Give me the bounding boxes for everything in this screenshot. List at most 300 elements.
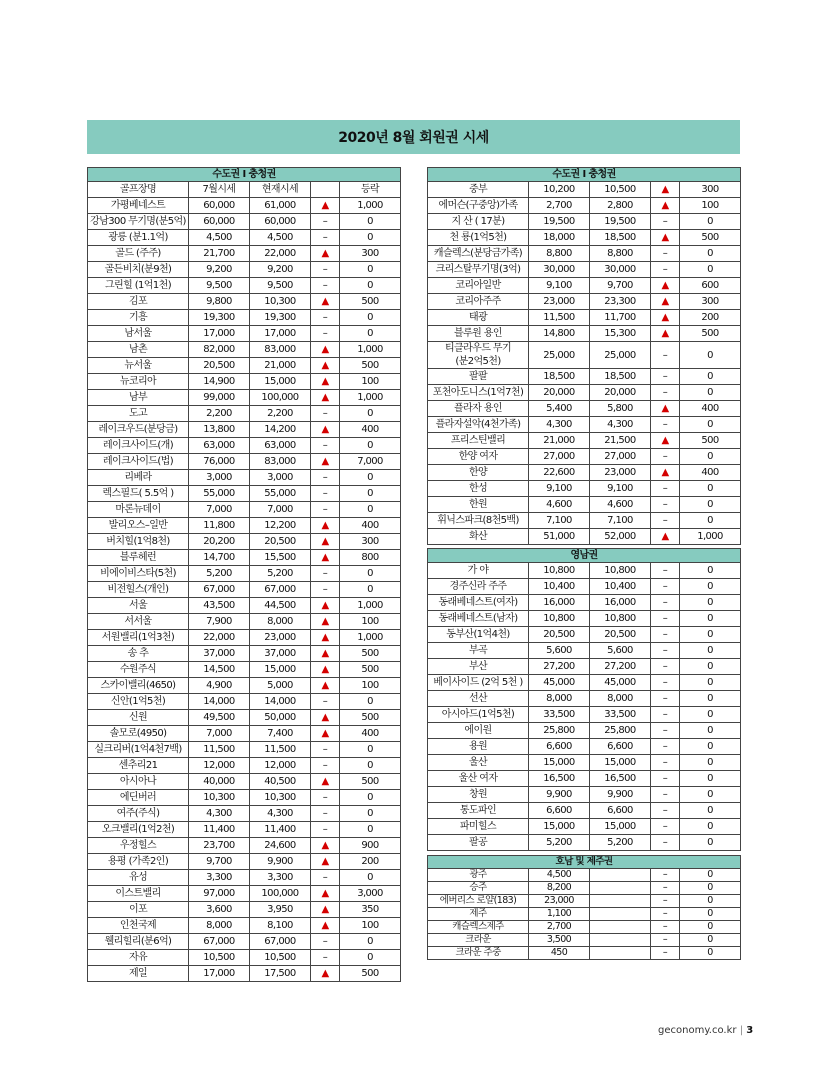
table-row bbox=[428, 563, 741, 579]
july-price: 21,000 bbox=[529, 433, 590, 449]
current-price: 21,000 bbox=[250, 358, 311, 374]
july-price: 4,500 bbox=[529, 869, 590, 882]
course-name: 비전힐스(개인) bbox=[88, 582, 189, 598]
july-price: 18,500 bbox=[529, 369, 590, 385]
july-price: 13,800 bbox=[189, 422, 250, 438]
current-price: 63,000 bbox=[250, 438, 311, 454]
current-price bbox=[590, 895, 651, 908]
change-amount: 0 bbox=[680, 627, 741, 643]
current-price: 24,600 bbox=[250, 838, 311, 854]
up-arrow-icon: ▲ bbox=[311, 534, 340, 550]
table-row bbox=[428, 182, 741, 198]
july-price: 25,800 bbox=[529, 723, 590, 739]
current-price: 22,000 bbox=[250, 246, 311, 262]
up-arrow-icon: ▲ bbox=[311, 550, 340, 566]
course-name: 강남300 무기명(분5억) bbox=[88, 214, 189, 230]
july-price: 27,200 bbox=[529, 659, 590, 675]
table-row bbox=[428, 294, 741, 310]
change-amount: 0 bbox=[680, 723, 741, 739]
july-price: 6,600 bbox=[529, 803, 590, 819]
up-arrow-icon: ▲ bbox=[311, 726, 340, 742]
table-row bbox=[428, 627, 741, 643]
site-url: geconomy.co.kr bbox=[658, 1025, 737, 1036]
current-price: 20,500 bbox=[590, 627, 651, 643]
july-price: 82,000 bbox=[189, 342, 250, 358]
up-arrow-icon: ▲ bbox=[311, 246, 340, 262]
current-price: 15,500 bbox=[250, 550, 311, 566]
up-arrow-icon: ▲ bbox=[651, 278, 680, 294]
no-change-icon: – bbox=[311, 278, 340, 294]
no-change-icon: – bbox=[651, 342, 680, 369]
current-price: 4,500 bbox=[250, 230, 311, 246]
course-name: 제주 bbox=[428, 908, 529, 921]
no-change-icon: – bbox=[311, 214, 340, 230]
course-name: 리베라 bbox=[88, 470, 189, 486]
no-change-icon: – bbox=[311, 694, 340, 710]
no-change-icon: – bbox=[651, 921, 680, 934]
course-name: 통도파인 bbox=[428, 803, 529, 819]
change-amount: 800 bbox=[340, 550, 401, 566]
up-arrow-icon: ▲ bbox=[311, 838, 340, 854]
current-price: 14,000 bbox=[250, 694, 311, 710]
july-price: 3,600 bbox=[189, 902, 250, 918]
july-price: 8,200 bbox=[529, 882, 590, 895]
course-name: 에이원 bbox=[428, 723, 529, 739]
no-change-icon: – bbox=[311, 486, 340, 502]
july-price: 4,900 bbox=[189, 678, 250, 694]
no-change-icon: – bbox=[311, 406, 340, 422]
section-title: 수도권 I 충청권 bbox=[88, 168, 401, 182]
current-price: 9,100 bbox=[590, 481, 651, 497]
july-price: 10,800 bbox=[529, 611, 590, 627]
course-name: 크라운 bbox=[428, 934, 529, 947]
current-price: 18,500 bbox=[590, 369, 651, 385]
table-row bbox=[428, 246, 741, 262]
current-price: 3,950 bbox=[250, 902, 311, 918]
july-price: 22,600 bbox=[529, 465, 590, 481]
change-amount: 1,000 bbox=[340, 198, 401, 214]
change-amount: 1,000 bbox=[680, 529, 741, 545]
no-change-icon: – bbox=[651, 563, 680, 579]
no-change-icon: – bbox=[651, 497, 680, 513]
change-amount: 0 bbox=[340, 406, 401, 422]
no-change-icon: – bbox=[651, 449, 680, 465]
up-arrow-icon: ▲ bbox=[311, 358, 340, 374]
change-amount: 0 bbox=[680, 262, 741, 278]
change-amount: 0 bbox=[340, 214, 401, 230]
current-price: 33,500 bbox=[590, 707, 651, 723]
july-price: 16,500 bbox=[529, 771, 590, 787]
course-name: 광주 bbox=[428, 869, 529, 882]
table-row bbox=[88, 518, 401, 534]
change-amount: 0 bbox=[680, 787, 741, 803]
current-price: 6,600 bbox=[590, 803, 651, 819]
table-row bbox=[428, 198, 741, 214]
course-name: 발리오스–일반 bbox=[88, 518, 189, 534]
july-price: 14,700 bbox=[189, 550, 250, 566]
current-price: 5,200 bbox=[590, 835, 651, 851]
table-row bbox=[88, 614, 401, 630]
no-change-icon: – bbox=[651, 513, 680, 529]
july-price: 3,500 bbox=[529, 934, 590, 947]
table-row bbox=[88, 630, 401, 646]
current-price: 9,500 bbox=[250, 278, 311, 294]
course-name: 팔팔 bbox=[428, 369, 529, 385]
change-amount: 300 bbox=[680, 294, 741, 310]
table-row bbox=[88, 598, 401, 614]
course-name: 솔모로(4950) bbox=[88, 726, 189, 742]
no-change-icon: – bbox=[311, 758, 340, 774]
page-number: 3 bbox=[746, 1025, 754, 1036]
course-name: 남부 bbox=[88, 390, 189, 406]
july-price: 9,100 bbox=[529, 278, 590, 294]
course-name: 동래베네스트(여자) bbox=[428, 595, 529, 611]
july-price: 45,000 bbox=[529, 675, 590, 691]
july-price: 63,000 bbox=[189, 438, 250, 454]
july-price: 7,000 bbox=[189, 726, 250, 742]
table-row bbox=[88, 582, 401, 598]
course-name: 아시아나 bbox=[88, 774, 189, 790]
course-name: 팔공 bbox=[428, 835, 529, 851]
change-amount: 100 bbox=[340, 918, 401, 934]
current-price: 67,000 bbox=[250, 934, 311, 950]
course-name: 서서울 bbox=[88, 614, 189, 630]
current-price: 23,300 bbox=[590, 294, 651, 310]
no-change-icon: – bbox=[311, 326, 340, 342]
course-name: 캐슬렉스(분당금가족) bbox=[428, 246, 529, 262]
table-row bbox=[428, 342, 741, 369]
july-price: 60,000 bbox=[189, 214, 250, 230]
course-name: 캐슬렉스제주 bbox=[428, 921, 529, 934]
table-row bbox=[88, 806, 401, 822]
table-row bbox=[88, 662, 401, 678]
no-change-icon: – bbox=[651, 787, 680, 803]
change-amount: 500 bbox=[340, 710, 401, 726]
table-row bbox=[428, 262, 741, 278]
course-name: 부산 bbox=[428, 659, 529, 675]
current-price: 15,000 bbox=[590, 755, 651, 771]
current-price: 15,000 bbox=[590, 819, 651, 835]
no-change-icon: – bbox=[311, 566, 340, 582]
july-price: 9,500 bbox=[189, 278, 250, 294]
change-amount: 0 bbox=[340, 310, 401, 326]
current-price: 5,600 bbox=[590, 643, 651, 659]
course-name: 에버리스 로얄(183) bbox=[428, 895, 529, 908]
course-name: 한양 bbox=[428, 465, 529, 481]
july-price: 30,000 bbox=[529, 262, 590, 278]
current-price: 9,200 bbox=[250, 262, 311, 278]
change-amount: 0 bbox=[340, 870, 401, 886]
course-name: 지 산 ( 17분) bbox=[428, 214, 529, 230]
change-amount: 0 bbox=[680, 707, 741, 723]
course-name: 천 룡(1억5천) bbox=[428, 230, 529, 246]
table-row bbox=[88, 774, 401, 790]
current-price: 4,300 bbox=[250, 806, 311, 822]
table-row bbox=[88, 374, 401, 390]
table-row bbox=[88, 870, 401, 886]
up-arrow-icon: ▲ bbox=[311, 198, 340, 214]
july-price: 14,500 bbox=[189, 662, 250, 678]
change-amount: 0 bbox=[340, 278, 401, 294]
current-price: 67,000 bbox=[250, 582, 311, 598]
course-name: 플라자 용인 bbox=[428, 401, 529, 417]
table-row bbox=[88, 566, 401, 582]
table-row bbox=[88, 742, 401, 758]
table-row bbox=[88, 710, 401, 726]
july-price: 2,700 bbox=[529, 198, 590, 214]
table-row bbox=[428, 326, 741, 342]
july-price: 19,300 bbox=[189, 310, 250, 326]
change-amount: 0 bbox=[680, 563, 741, 579]
current-price: 5,000 bbox=[250, 678, 311, 694]
july-price: 9,900 bbox=[529, 787, 590, 803]
change-amount: 400 bbox=[340, 518, 401, 534]
table-row bbox=[88, 694, 401, 710]
no-change-icon: – bbox=[651, 723, 680, 739]
course-name: 한양 여자 bbox=[428, 449, 529, 465]
section-header bbox=[428, 549, 741, 563]
no-change-icon: – bbox=[651, 882, 680, 895]
current-price: 100,000 bbox=[250, 886, 311, 902]
no-change-icon: – bbox=[311, 230, 340, 246]
course-name: 이포 bbox=[88, 902, 189, 918]
july-price: 19,500 bbox=[529, 214, 590, 230]
current-price: 10,800 bbox=[590, 563, 651, 579]
change-amount: 0 bbox=[680, 497, 741, 513]
current-price: 50,000 bbox=[250, 710, 311, 726]
table-row bbox=[428, 819, 741, 835]
no-change-icon: – bbox=[651, 579, 680, 595]
current-price: 2,800 bbox=[590, 198, 651, 214]
current-price: 15,000 bbox=[250, 374, 311, 390]
change-amount: 500 bbox=[340, 358, 401, 374]
course-name: 선산 bbox=[428, 691, 529, 707]
no-change-icon: – bbox=[651, 262, 680, 278]
current-price: 9,900 bbox=[590, 787, 651, 803]
up-arrow-icon: ▲ bbox=[311, 422, 340, 438]
july-price: 3,000 bbox=[189, 470, 250, 486]
table-row bbox=[428, 513, 741, 529]
current-price: 10,300 bbox=[250, 294, 311, 310]
table-row bbox=[88, 678, 401, 694]
rates-table-honam-jeju bbox=[427, 855, 741, 960]
current-price: 7,100 bbox=[590, 513, 651, 529]
table-row bbox=[428, 947, 741, 960]
current-price: 83,000 bbox=[250, 342, 311, 358]
no-change-icon: – bbox=[311, 950, 340, 966]
table-row bbox=[428, 417, 741, 433]
no-change-icon: – bbox=[651, 739, 680, 755]
table-row bbox=[428, 803, 741, 819]
current-price: 15,000 bbox=[250, 662, 311, 678]
change-amount: 100 bbox=[340, 614, 401, 630]
course-name: 제일 bbox=[88, 966, 189, 982]
july-price: 7,100 bbox=[529, 513, 590, 529]
table-row bbox=[428, 707, 741, 723]
footer-separator: | bbox=[739, 1025, 744, 1036]
change-amount: 0 bbox=[680, 611, 741, 627]
table-row bbox=[88, 838, 401, 854]
july-price: 8,000 bbox=[189, 918, 250, 934]
change-amount: 0 bbox=[340, 438, 401, 454]
july-price: 25,000 bbox=[529, 342, 590, 369]
change-amount: 0 bbox=[340, 502, 401, 518]
table-row bbox=[88, 358, 401, 374]
table-row bbox=[88, 294, 401, 310]
table-row bbox=[88, 278, 401, 294]
up-arrow-icon: ▲ bbox=[311, 710, 340, 726]
change-amount: 500 bbox=[680, 326, 741, 342]
july-price: 5,600 bbox=[529, 643, 590, 659]
course-name: 골든비치(분9천) bbox=[88, 262, 189, 278]
change-amount: 0 bbox=[680, 819, 741, 835]
no-change-icon: – bbox=[651, 481, 680, 497]
section-title: 호남 및 제주권 bbox=[428, 856, 741, 869]
change-amount: 400 bbox=[680, 465, 741, 481]
table-row bbox=[428, 643, 741, 659]
course-name: 코리아주주 bbox=[428, 294, 529, 310]
column-header-row bbox=[88, 182, 401, 198]
no-change-icon: – bbox=[311, 822, 340, 838]
course-name: 에머슨(구중앙)가족 bbox=[428, 198, 529, 214]
table-row bbox=[428, 230, 741, 246]
change-amount: 0 bbox=[340, 470, 401, 486]
current-price: 10,400 bbox=[590, 579, 651, 595]
course-name: 김포 bbox=[88, 294, 189, 310]
current-price: 52,000 bbox=[590, 529, 651, 545]
course-name: 창원 bbox=[428, 787, 529, 803]
july-price: 10,500 bbox=[189, 950, 250, 966]
course-name: 뉴서울 bbox=[88, 358, 189, 374]
course-name: 중부 bbox=[428, 182, 529, 198]
table-row bbox=[428, 369, 741, 385]
current-price: 5,200 bbox=[250, 566, 311, 582]
change-amount: 0 bbox=[680, 417, 741, 433]
change-amount: 0 bbox=[680, 835, 741, 851]
no-change-icon: – bbox=[651, 947, 680, 960]
table-row bbox=[88, 502, 401, 518]
course-name: 골드 (주주) bbox=[88, 246, 189, 262]
current-price: 4,600 bbox=[590, 497, 651, 513]
july-price: 20,000 bbox=[529, 385, 590, 401]
july-price: 7,900 bbox=[189, 614, 250, 630]
change-amount: 350 bbox=[340, 902, 401, 918]
july-price: 49,500 bbox=[189, 710, 250, 726]
up-arrow-icon: ▲ bbox=[311, 518, 340, 534]
change-amount: 0 bbox=[680, 895, 741, 908]
july-price: 14,800 bbox=[529, 326, 590, 342]
july-price: 10,800 bbox=[529, 563, 590, 579]
july-price: 5,200 bbox=[189, 566, 250, 582]
up-arrow-icon: ▲ bbox=[311, 614, 340, 630]
july-price: 60,000 bbox=[189, 198, 250, 214]
change-amount: 0 bbox=[340, 262, 401, 278]
no-change-icon: – bbox=[651, 627, 680, 643]
course-name: 유성 bbox=[88, 870, 189, 886]
july-price: 9,100 bbox=[529, 481, 590, 497]
no-change-icon: – bbox=[651, 595, 680, 611]
course-name: 레이크사이드(법) bbox=[88, 454, 189, 470]
current-price: 9,700 bbox=[590, 278, 651, 294]
course-name: 인천국제 bbox=[88, 918, 189, 934]
current-price: 23,000 bbox=[250, 630, 311, 646]
table-row bbox=[88, 646, 401, 662]
change-amount: 0 bbox=[680, 675, 741, 691]
section-header bbox=[428, 856, 741, 869]
course-name: 티클라우드 무기 (분2억5천) bbox=[428, 342, 529, 369]
course-name: 휘닉스파크(8천5백) bbox=[428, 513, 529, 529]
table-row bbox=[428, 529, 741, 545]
up-arrow-icon: ▲ bbox=[311, 662, 340, 678]
change-amount: 500 bbox=[340, 966, 401, 982]
current-price: 17,500 bbox=[250, 966, 311, 982]
july-price: 33,500 bbox=[529, 707, 590, 723]
table-row bbox=[428, 278, 741, 294]
table-row bbox=[88, 486, 401, 502]
up-arrow-icon: ▲ bbox=[651, 198, 680, 214]
no-change-icon: – bbox=[651, 691, 680, 707]
current-price: 100,000 bbox=[250, 390, 311, 406]
current-price: 12,000 bbox=[250, 758, 311, 774]
table-row bbox=[428, 835, 741, 851]
july-price: 3,300 bbox=[189, 870, 250, 886]
table-row bbox=[88, 758, 401, 774]
change-amount: 0 bbox=[680, 369, 741, 385]
no-change-icon: – bbox=[311, 470, 340, 486]
change-amount: 0 bbox=[680, 579, 741, 595]
change-amount: 0 bbox=[680, 803, 741, 819]
change-amount: 1,000 bbox=[340, 598, 401, 614]
current-price: 60,000 bbox=[250, 214, 311, 230]
rates-table-yeongnam bbox=[427, 548, 741, 851]
current-price: 44,500 bbox=[250, 598, 311, 614]
up-arrow-icon: ▲ bbox=[651, 230, 680, 246]
current-price: 7,000 bbox=[250, 502, 311, 518]
change-amount: 0 bbox=[340, 950, 401, 966]
change-amount: 0 bbox=[680, 934, 741, 947]
up-arrow-icon: ▲ bbox=[311, 902, 340, 918]
current-price bbox=[590, 869, 651, 882]
change-amount: 1,000 bbox=[340, 390, 401, 406]
table-row bbox=[428, 723, 741, 739]
july-price: 23,000 bbox=[529, 895, 590, 908]
no-change-icon: – bbox=[651, 934, 680, 947]
current-price: 37,000 bbox=[250, 646, 311, 662]
july-price: 10,400 bbox=[529, 579, 590, 595]
course-name: 용평 (가족2인) bbox=[88, 854, 189, 870]
july-price: 22,000 bbox=[189, 630, 250, 646]
course-name: 마론뉴데이 bbox=[88, 502, 189, 518]
current-price bbox=[590, 947, 651, 960]
column-header: 등락 bbox=[340, 182, 401, 198]
column-header bbox=[311, 182, 340, 198]
course-name: 그린힐 (1억1천) bbox=[88, 278, 189, 294]
current-price: 25,800 bbox=[590, 723, 651, 739]
change-amount: 600 bbox=[680, 278, 741, 294]
table-row bbox=[428, 921, 741, 934]
course-name: 가평베네스트 bbox=[88, 198, 189, 214]
table-row bbox=[428, 869, 741, 882]
no-change-icon: – bbox=[651, 385, 680, 401]
july-price: 15,000 bbox=[529, 819, 590, 835]
table-row bbox=[428, 659, 741, 675]
course-name: 플라자설악(4천가족) bbox=[428, 417, 529, 433]
current-price: 55,000 bbox=[250, 486, 311, 502]
course-name: 프리스틴밸리 bbox=[428, 433, 529, 449]
column-header: 골프장명 bbox=[88, 182, 189, 198]
table-row bbox=[88, 886, 401, 902]
table-row bbox=[428, 675, 741, 691]
